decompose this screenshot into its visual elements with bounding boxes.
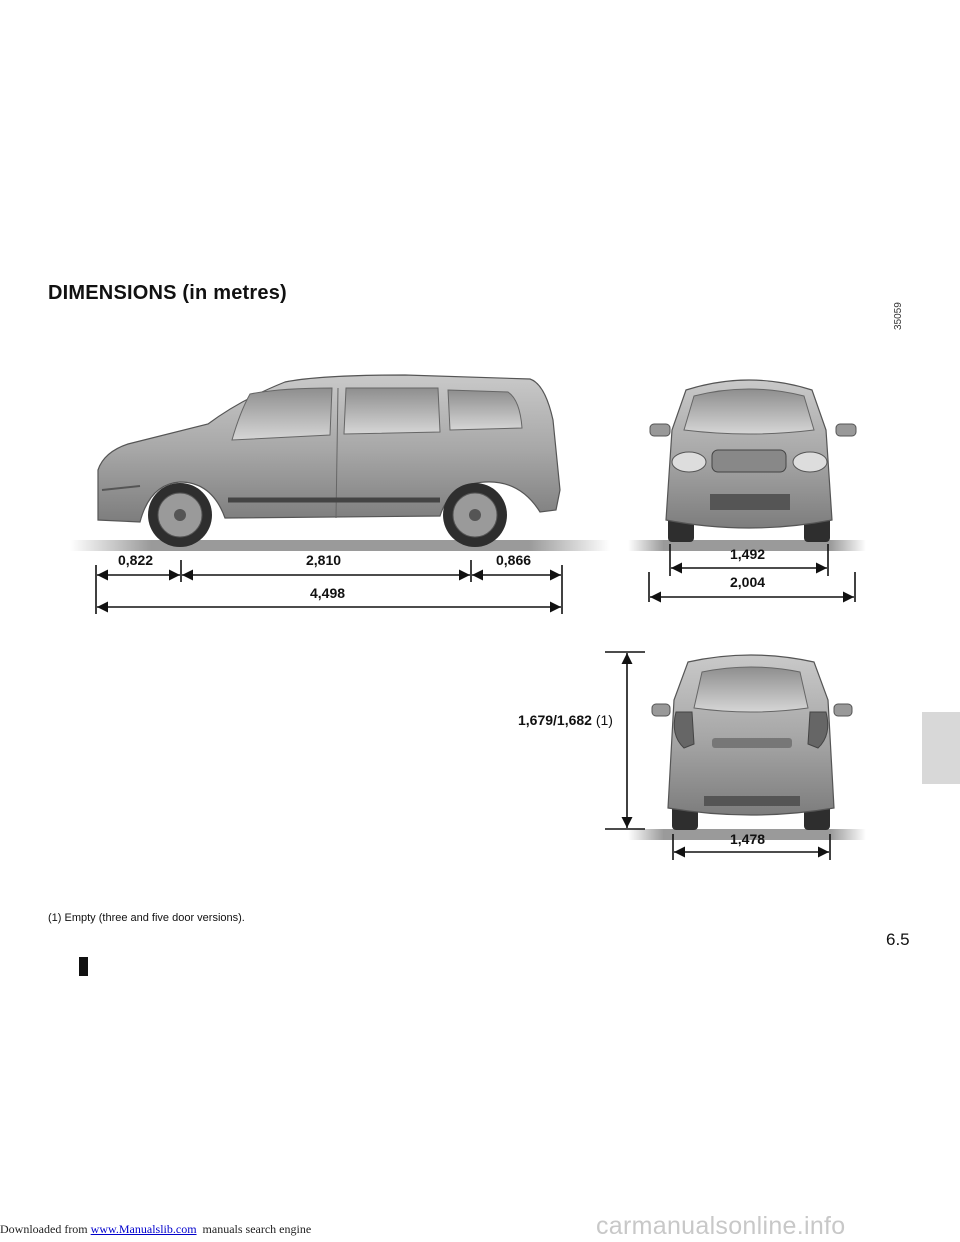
wheelbase-label: 2,810: [306, 552, 342, 568]
section-tab: [922, 712, 960, 784]
side-view-vehicle: [98, 375, 560, 547]
download-suffix: manuals search engine: [196, 1222, 312, 1236]
overall-length-label: 4,498: [310, 585, 346, 601]
download-footer: [0, 1222, 311, 1237]
manualslib-link[interactable]: www.Manualslib.com: [90, 1222, 197, 1236]
footnote: (1) Empty (three and five door versions).: [48, 912, 245, 924]
height-value: 1,679/1,682: [518, 712, 592, 728]
front-track-label: 1,492: [730, 546, 766, 562]
rear-track-label: 1,478: [730, 831, 766, 847]
height-note: (1): [591, 712, 613, 728]
rear-overhang-label: 0,866: [496, 552, 532, 568]
image-reference: 35059: [893, 302, 904, 330]
rear-view-vehicle: [652, 655, 852, 830]
width-with-mirrors-label: 2,004: [730, 574, 766, 590]
page-number: 6.5: [886, 930, 910, 949]
front-view-vehicle: [650, 380, 856, 542]
front-overhang-label: 0,822: [118, 552, 154, 568]
height-label: [518, 712, 613, 728]
download-prefix: Downloaded from: [0, 1222, 91, 1236]
page-marker: [79, 957, 88, 976]
page-title: DIMENSIONS (in metres): [48, 282, 287, 304]
ground-strip-side: [70, 540, 610, 551]
watermark: carmanualsonline.info: [596, 1212, 846, 1240]
